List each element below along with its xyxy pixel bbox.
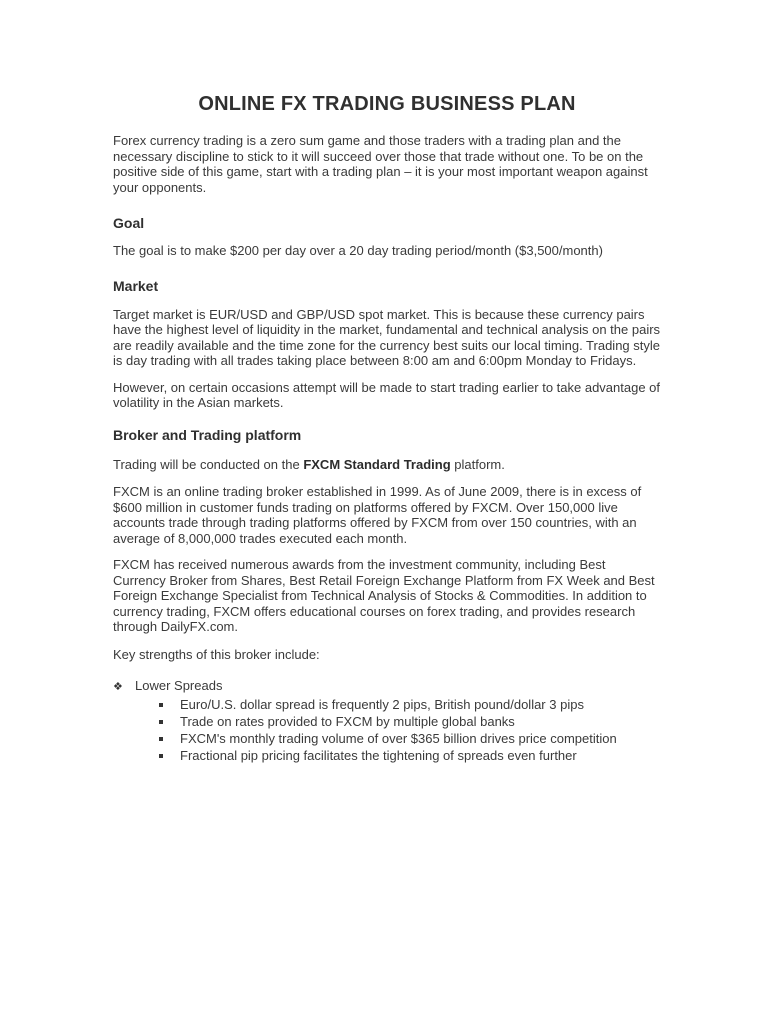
platform-name: FXCM Standard Trading	[303, 456, 451, 472]
list-item	[113, 730, 661, 747]
list-item-text: Fractional pip pricing facilitates the tightening of spreads even further	[180, 748, 577, 763]
broker-paragraph-1	[113, 457, 661, 473]
key-strengths-intro: Key strengths of this broker include:	[113, 646, 320, 662]
square-bullet-icon	[159, 696, 180, 713]
diamond-bullet-icon: ❖	[113, 681, 123, 693]
square-bullet-icon	[159, 730, 180, 747]
list-item-text: Euro/U.S. dollar spread is frequently 2 pips, British pound/dollar 3 pips	[180, 697, 584, 712]
broker-paragraph-1-prefix: Trading will be conducted on the	[113, 456, 304, 472]
market-paragraph-2: However, on certain occasions attempt will be made to start trading earlier to take advantage of volatility in the Asian markets.	[113, 379, 661, 410]
document-content	[113, 92, 661, 764]
broker-paragraph-1-suffix: platform.	[450, 456, 505, 472]
list-item	[113, 713, 661, 730]
strength-item	[113, 677, 661, 696]
strength-label: Lower Spreads	[135, 678, 223, 693]
square-bullet-icon	[159, 747, 180, 764]
market-paragraph-1: Target market is EUR/USD and GBP/USD spot market. This is because these currency pairs have the highest level of liquidity in the market, fundamental and technical analysis on the pairs are readily available and the time zone for the currency best suits our local timing. Trading style is day trading with all trades taking place between 8:00 am and 6:00pm Monday to Fridays.	[113, 306, 661, 368]
goal-heading: Goal	[113, 215, 145, 231]
list-item	[113, 696, 661, 713]
strengths-list	[113, 677, 661, 764]
broker-paragraph-3: FXCM has received numerous awards from the investment community, including Best Currency Broker from Shares, Best Retail Foreign Exchange Platform from FX Week and Best Foreign Exchange Specialist from Technical Analysis of Stocks & Commodities. In addition to currency trading, FXCM offers educational courses on forex trading, and provides research through DailyFX.com.	[113, 557, 655, 634]
goal-paragraph: The goal is to make $200 per day over a 20 day trading period/month ($3,500/month)	[113, 243, 603, 258]
list-item	[113, 747, 661, 764]
market-heading: Market	[113, 277, 159, 294]
square-bullet-icon	[159, 713, 180, 730]
list-item-text: Trade on rates provided to FXCM by multiple global banks	[180, 714, 515, 729]
document-title: ONLINE FX TRADING BUSINESS PLAN	[198, 93, 576, 115]
strength-sub-list	[113, 696, 661, 764]
intro-paragraph: Forex currency trading is a zero sum game and those traders with a trading plan and the necessary discipline to stick to it will succeed over those that trade without one. To be on the positive side of this game, start with a trading plan – it is your most important weapon against your opponents.	[113, 133, 648, 195]
broker-paragraph-2: FXCM is an online trading broker established in 1999. As of June 2009, there is in excess of $600 million in customer funds trading on platforms offered by FXCM. Over 150,000 live accounts trade through trading platforms offered by FXCM from over 150 countries, with an average of 8,000,000 trades executed each month.	[113, 484, 642, 546]
list-item-text: FXCM's monthly trading volume of over $365 billion drives price competition	[180, 731, 617, 746]
broker-heading: Broker and Trading platform	[113, 426, 302, 443]
